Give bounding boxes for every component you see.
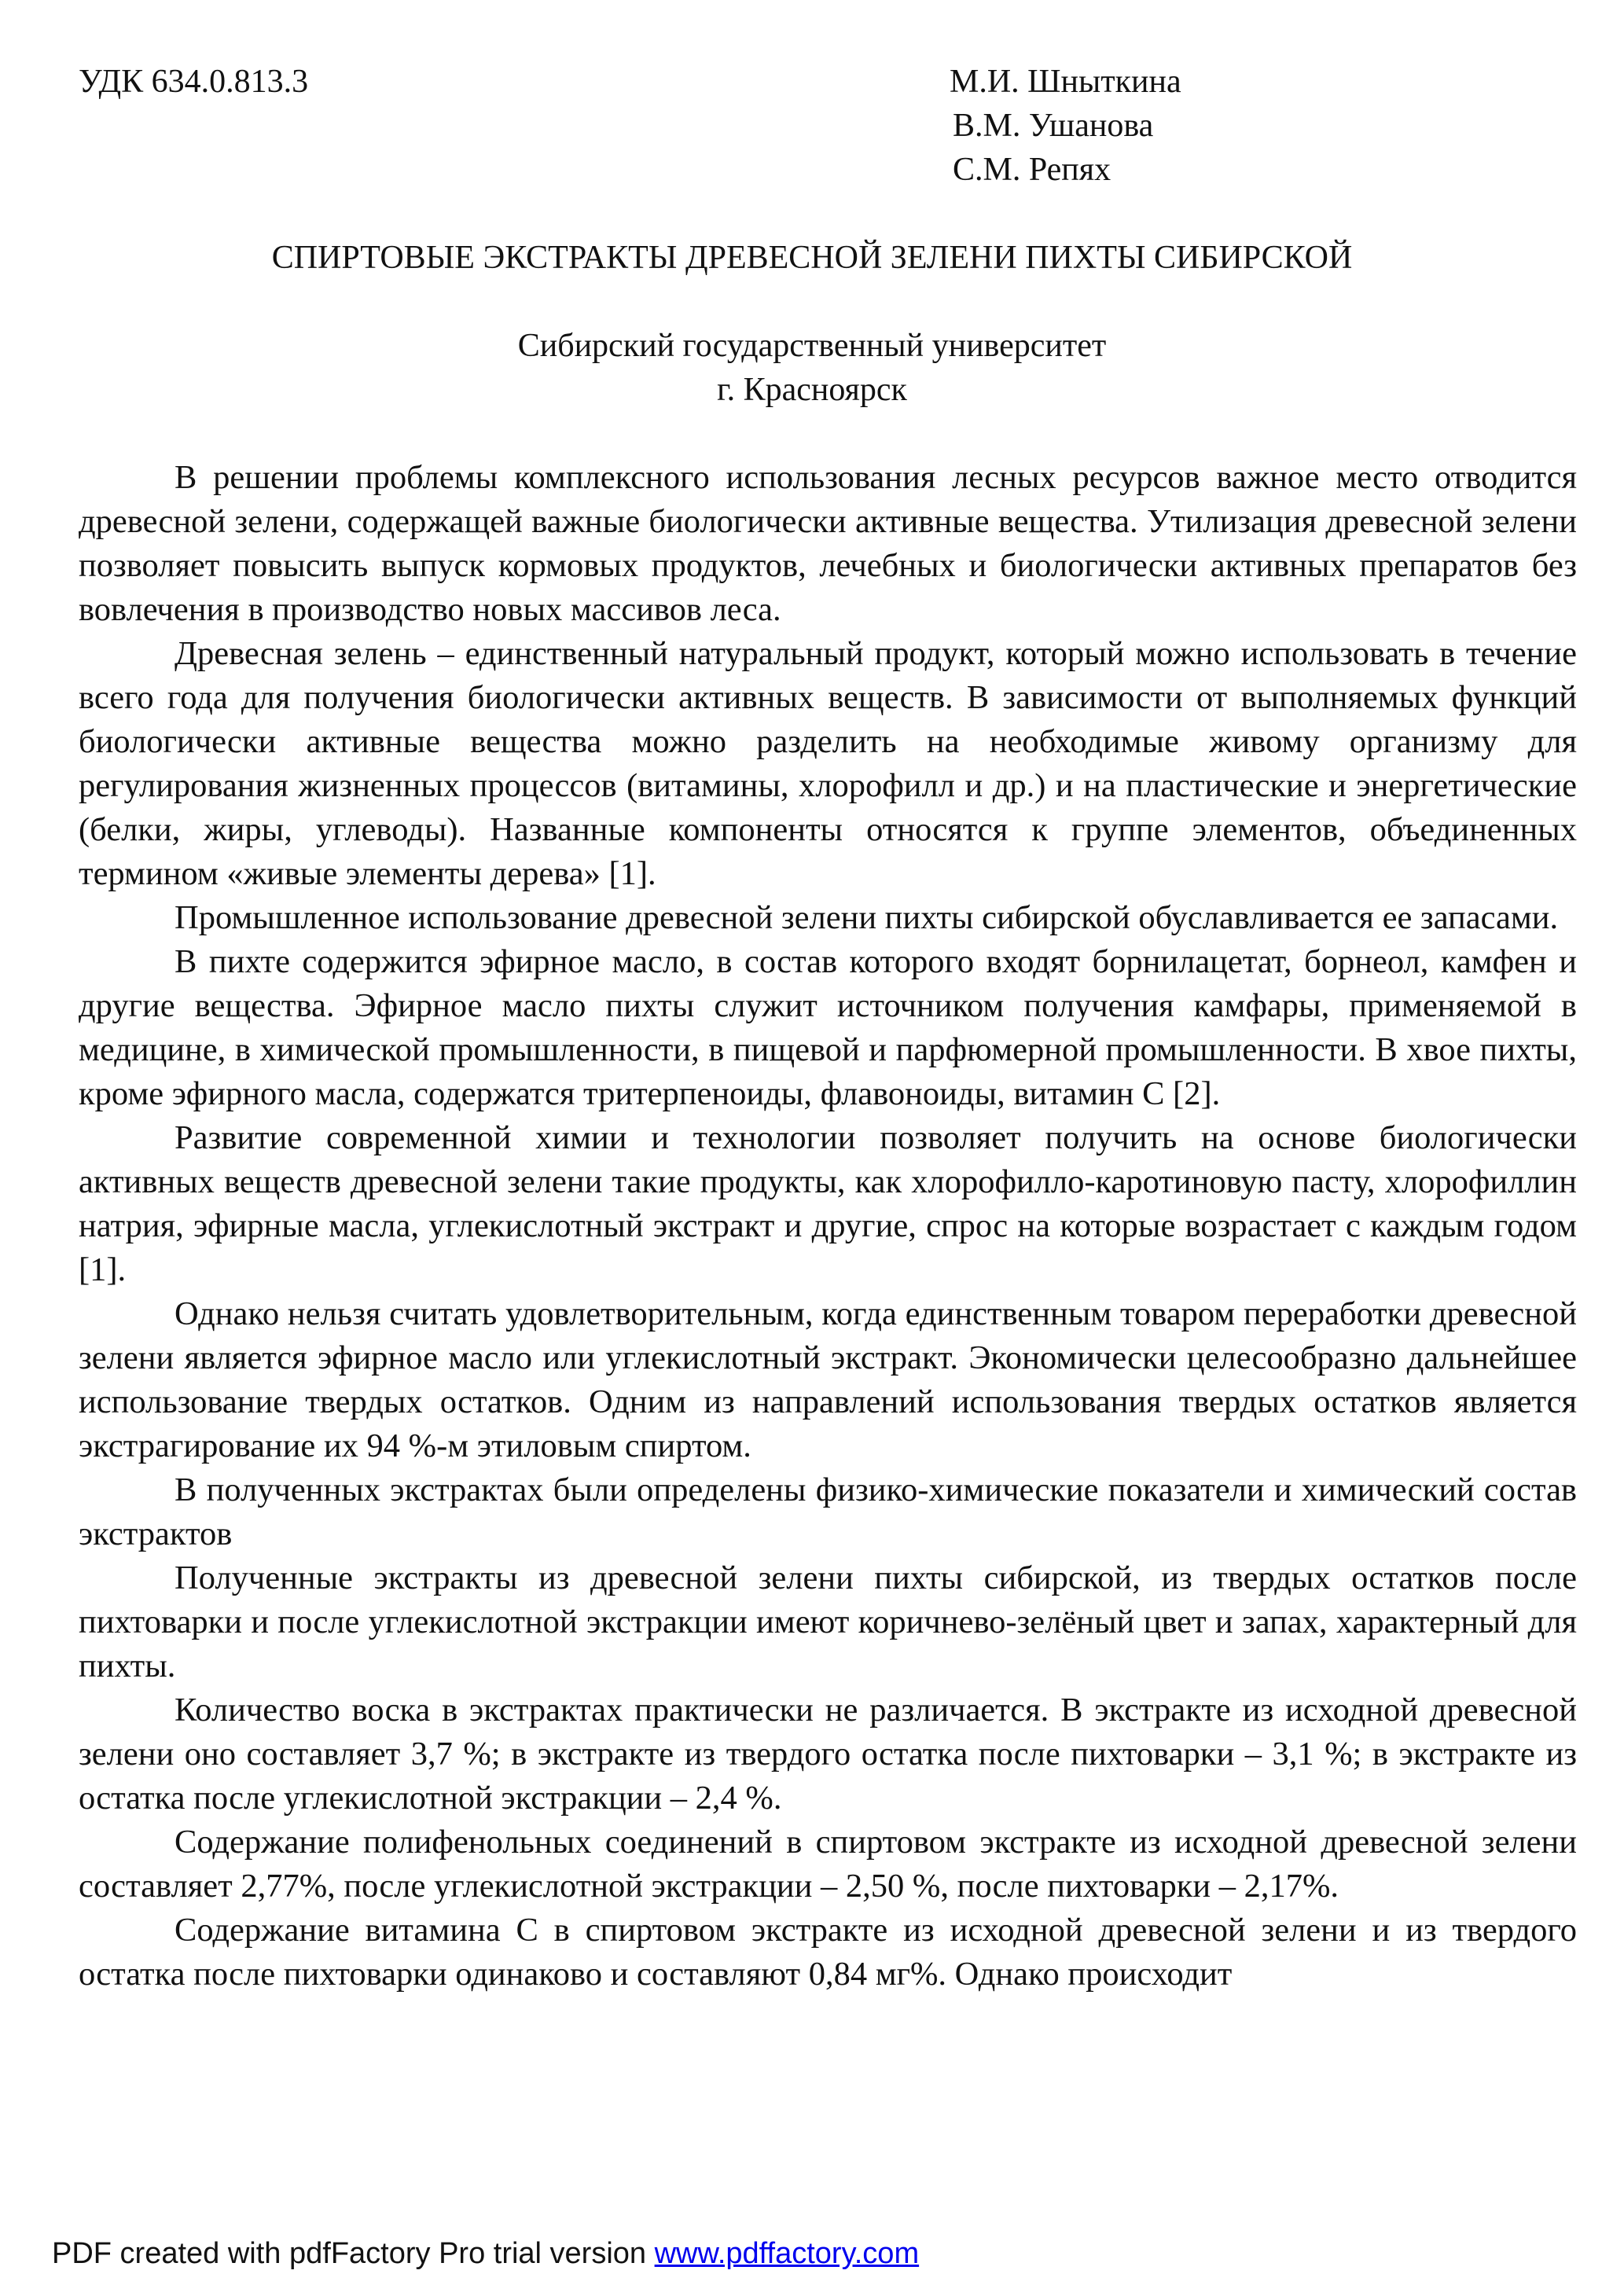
paragraph: Содержание полифенольных соединений в спиртовом экстракте из исходной древесной зелени составляет 2,77%, после углекислотной экстракции – 2,50 %, после пихтоварки – 2,17%. [79,1824,1577,1905]
author-name: С.М. Репях [953,152,1111,188]
paragraph: Содержание витамина С в спиртовом экстракте из исходной древесной зелени и из твердого остатка после пихтоварки одинаково и составляют 0,84 мг%. Однако происходит [79,1912,1577,1993]
affiliation [79,324,1545,412]
paragraph: Древесная зелень – единственный натуральный продукт, который можно использовать в течение всего года для получения биологически активных веществ. В зависимости от выполняемых функций биологически активные вещества можно разделить на необходимые живому организму для регулирования жизненных процессов (витамины, хлорофилл и др.) и на пластические и энергетические (белки, жиры, углеводы). Названные компоненты относятся к группе элементов, объединенных термином «живые элементы дерева» [1]. [79,635,1577,892]
udk-code: УДК 634.0.813.3 [79,64,309,100]
paragraph: Однако нельзя считать удовлетворительным, когда единственным товаром переработки древесной зелени является эфирное масло или углекислотный экстракт. Экономически целесообразно дальнейшее использование твердых остатков. Одним из направлений использования твердых остатков является экстрагирование их 94 %-м этиловым спиртом. [79,1295,1577,1464]
pdf-watermark-footer [52,2235,919,2272]
paragraph: В пихте содержится эфирное масло, в состав которого входят борнилацетат, борнеол, камфен и другие вещества. Эфирное масло пихты служит источником получения камфары, применяемой в медицине, в химической промышленности, в пищевой и парфюмерной промышленности. В хвое пихты, кроме эфирного масла, содержатся тритерпеноиды, флавоноиды, витамин С [2]. [79,943,1577,1112]
author-list [950,60,1181,192]
city-name: г. Красноярск [717,372,907,408]
paragraph: Полученные экстракты из древесной зелени пихты сибирской, из твердых остатков после пихтоварки и после углекислотной экстракции имеют коричнево-зелёный цвет и запах, характерный для пихты. [79,1559,1577,1684]
author-name: В.М. Ушанова [953,108,1154,144]
paragraph: Развитие современной химии и технологии позволяет получить на основе биологически активных веществ древесной зелени такие продукты, как хлорофилло-каротиновую пасту, хлорофиллин натрия, эфирные масла, углекислотный экстракт и другие, спрос на которые возрастает с каждым годом [1]. [79,1119,1577,1288]
pdffactory-link[interactable]: www.pdffactory.com [654,2237,920,2270]
article-title: СПИРТОВЫЕ ЭКСТРАКТЫ ДРЕВЕСНОЙ ЗЕЛЕНИ ПИХТЫ СИБИРСКОЙ [271,240,1353,276]
article-body [79,456,1577,1997]
paragraph: В полученных экстрактах были определены физико-химические показатели и химический состав экстрактов [79,1471,1577,1552]
author-name: М.И. Шныткина [950,64,1181,100]
paragraph: В решении проблемы комплексного использования лесных ресурсов важное место отводится древесной зелени, содержащей важные биологически активные вещества. Утилизация древесной зелени позволяет повысить выпуск кормовых продуктов, лечебных и биологически активных препаратов без вовлечения в производство новых массивов леса. [79,459,1577,628]
paragraph: Количество воска в экстрактах практически не различается. В экстракте из исходной древесной зелени оно составляет 3,7 %; в экстракте из твердого остатка после пихтоварки – 3,1 %; в экстракте из остатка после углекислотной экстракции – 2,4 %. [79,1692,1577,1817]
paragraph: Промышленное использование древесной зелени пихты сибирской обуславливается ее запасами. [175,899,1559,936]
footer-text: PDF created with pdfFactory Pro trial version [52,2237,655,2270]
university-name: Сибирский государственный университет [517,328,1107,364]
